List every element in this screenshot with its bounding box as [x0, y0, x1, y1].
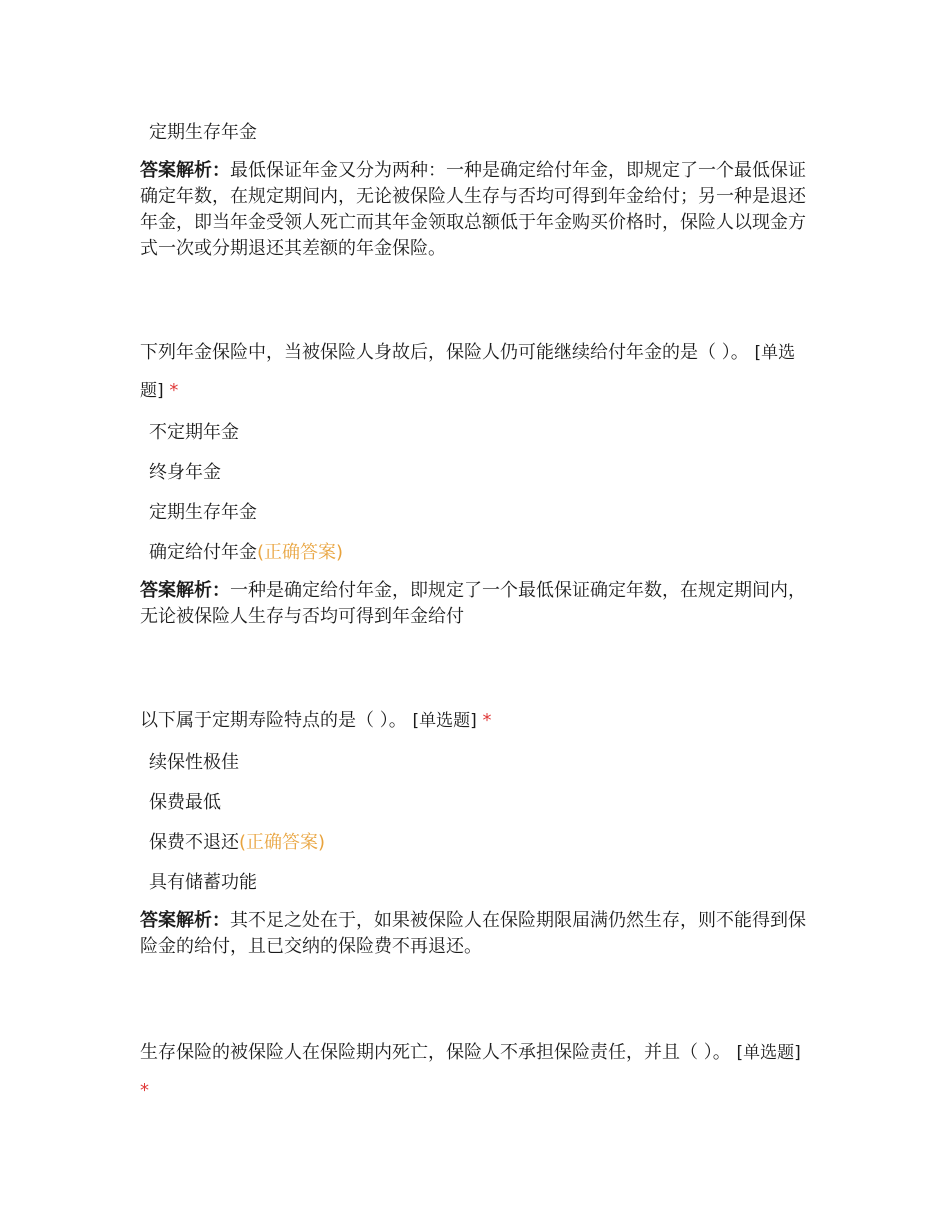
option-label: 定期生存年金: [149, 122, 257, 143]
option-item[interactable]: [140, 118, 815, 148]
question-title: [140, 334, 815, 410]
analysis-text: 一种是确定给付年金，即规定了一个最低保证确定年数，在规定期间内，无论被保险人生存与否均可得到年金给付: [140, 580, 806, 627]
question-type: [单选题]: [412, 711, 477, 731]
answer-analysis: [140, 578, 815, 630]
option-item[interactable]: [140, 828, 815, 858]
option-label: 不定期年金: [149, 422, 239, 443]
question-text: 以下属于定期寿险特点的是（ ）。: [140, 710, 407, 731]
option-item[interactable]: [140, 788, 815, 818]
option-item[interactable]: [140, 538, 815, 568]
content-area: [140, 118, 815, 1109]
analysis-label: 答案解析：: [140, 910, 230, 931]
question-title: [140, 1034, 815, 1109]
option-label: 保费不退还: [149, 832, 239, 853]
analysis-label: 答案解析：: [140, 160, 230, 181]
option-label: 终身年金: [149, 462, 221, 483]
option-label: 具有储蓄功能: [149, 872, 257, 893]
option-label: 定期生存年金: [149, 502, 257, 523]
option-item[interactable]: [140, 498, 815, 528]
question-text: 生存保险的被保险人在保险期内死亡，保险人不承担保险责任，并且（ ）。: [140, 1042, 731, 1063]
option-label: 续保性极佳: [149, 752, 239, 773]
question-type: [单选题]: [736, 1043, 801, 1063]
correct-answer-tag: (正确答案): [257, 542, 344, 563]
required-mark: *: [482, 710, 492, 731]
option-item[interactable]: [140, 458, 815, 488]
option-item[interactable]: [140, 868, 815, 898]
required-mark: *: [169, 380, 179, 401]
question-type: [单选题]: [140, 343, 796, 401]
answer-analysis: [140, 158, 815, 262]
question-text: 下列年金保险中，当被保险人身故后，保险人仍可能继续给付年金的是（ ）。: [140, 342, 749, 363]
required-mark: *: [140, 1080, 149, 1101]
option-label: 保费最低: [149, 792, 221, 813]
analysis-label: 答案解析：: [140, 580, 230, 601]
option-label: 确定给付年金: [149, 542, 257, 563]
question-title: [140, 702, 815, 740]
answer-analysis: [140, 908, 815, 960]
analysis-text: 最低保证年金又分为两种：一种是确定给付年金，即规定了一个最低保证确定年数，在规定期间内，无论被保险人生存与否均可得到年金给付；另一种是退还年金，即当年金受领人死亡而其年金领取总额低于年金购买价格时，保险人以现金方式一次或分期退还其差额的年金保险。: [140, 160, 806, 259]
option-item[interactable]: [140, 748, 815, 778]
correct-answer-tag: (正确答案): [239, 832, 326, 853]
analysis-text: 其不足之处在于，如果被保险人在保险期限届满仍然生存，则不能得到保险金的给付，且已交纳的保险费不再退还。: [140, 910, 806, 957]
option-item[interactable]: [140, 418, 815, 448]
